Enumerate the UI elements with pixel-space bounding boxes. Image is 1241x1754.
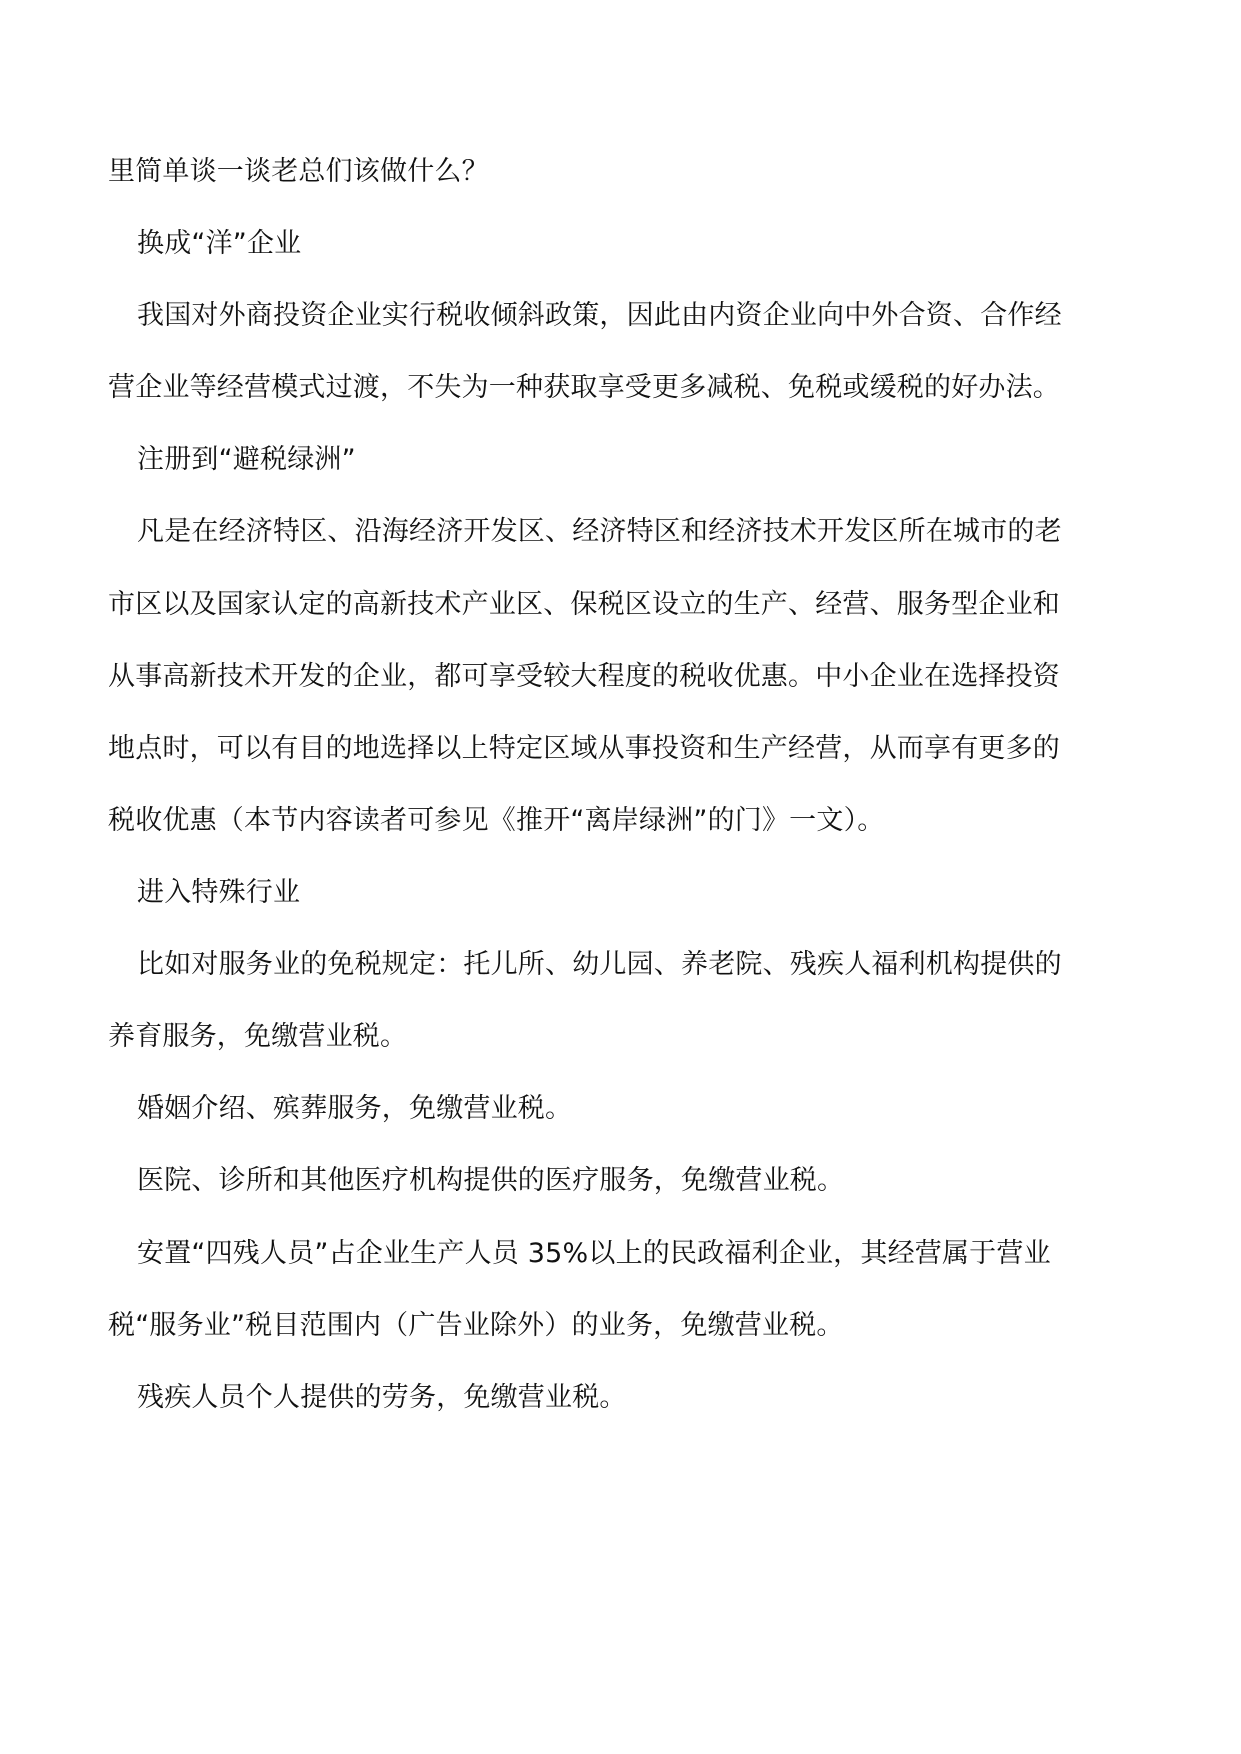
section-heading-foreign-enterprise: 换成“洋”企业 (137, 228, 302, 259)
paragraph-line: 比如对服务业的免税规定：托儿所、幼儿园、养老院、残疾人福利机构提供的 (137, 949, 1062, 980)
paragraph-line: 婚姻介绍、殡葬服务，免缴营业税。 (137, 1093, 573, 1124)
paragraph-line: 税“服务业”税目范围内（广告业除外）的业务，免缴营业税。 (108, 1310, 844, 1341)
paragraph-line: 医院、诊所和其他医疗机构提供的医疗服务，免缴营业税。 (137, 1165, 845, 1196)
paragraph-line-continuation: 里简单谈一谈老总们该做什么？ (108, 156, 489, 187)
paragraph-line: 安置“四残人员”占企业生产人员 35%以上的民政福利企业，其经营属于营业 (137, 1238, 1051, 1269)
paragraph-line: 残疾人员个人提供的劳务，免缴营业税。 (137, 1382, 627, 1413)
paragraph-line: 市区以及国家认定的高新技术产业区、保税区设立的生产、经营、服务型企业和 (108, 589, 1060, 620)
paragraph-line: 营企业等经营模式过渡，不失为一种获取享受更多减税、免税或缓税的好办法。 (108, 372, 1060, 403)
section-heading-special-industry: 进入特殊行业 (137, 877, 301, 908)
paragraph-line: 凡是在经济特区、沿海经济开发区、经济特区和经济技术开发区所在城市的老 (137, 516, 1062, 547)
paragraph-line: 我国对外商投资企业实行税收倾斜政策，因此由内资企业向中外合资、合作经 (137, 300, 1062, 331)
paragraph-line: 从事高新技术开发的企业，都可享受较大程度的税收优惠。中小企业在选择投资 (108, 661, 1060, 692)
paragraph-line: 税收优惠（本节内容读者可参见《推开“离岸绿洲”的门》一文）。 (108, 805, 885, 836)
paragraph-line: 养育服务，免缴营业税。 (108, 1021, 408, 1052)
paragraph-line: 地点时，可以有目的地选择以上特定区域从事投资和生产经营，从而享有更多的 (108, 733, 1060, 764)
section-heading-tax-oasis: 注册到“避税绿洲” (137, 444, 356, 475)
